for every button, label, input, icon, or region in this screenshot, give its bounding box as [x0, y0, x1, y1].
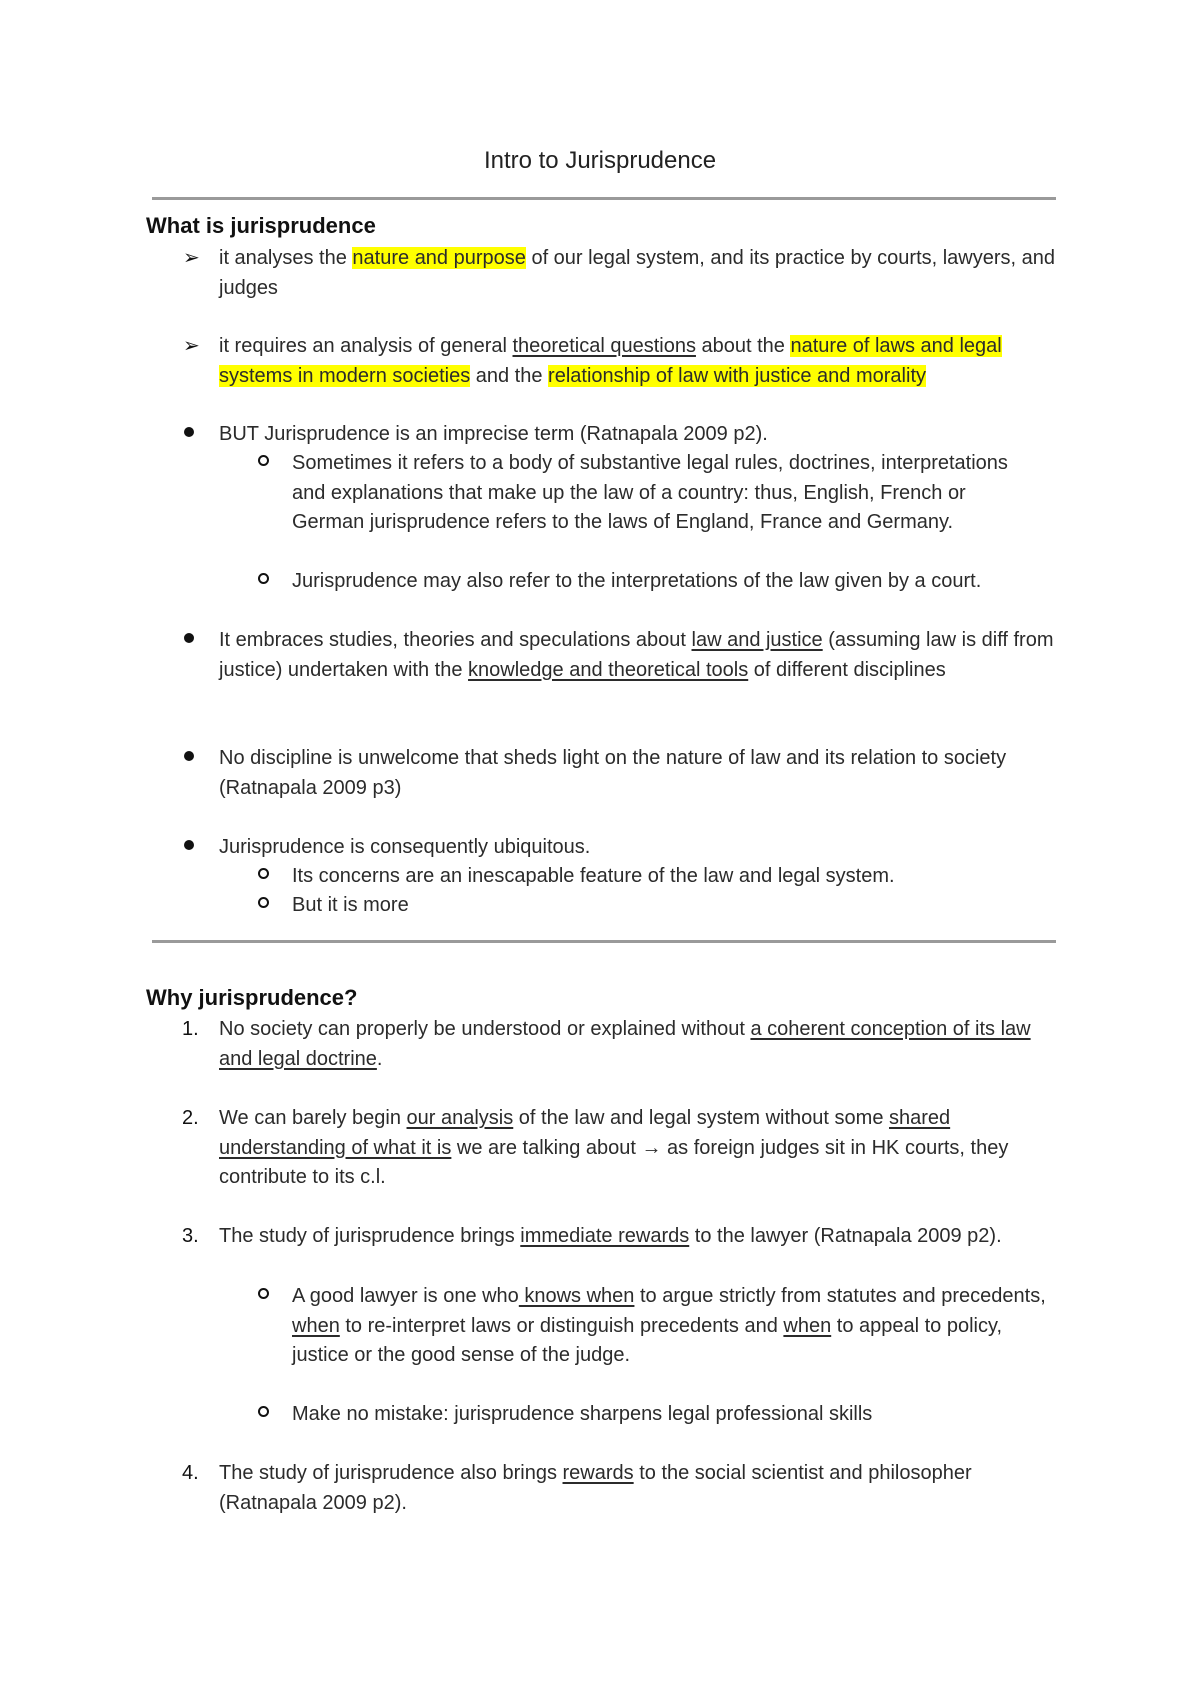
bullet-ring-icon	[258, 1400, 269, 1430]
list-item: BUT Jurisprudence is an imprecise term (Ratnapala 2009 p2).	[219, 423, 768, 445]
bullet-dot-icon	[184, 744, 194, 774]
highlight: nature of laws and legal systems in modern societies	[219, 335, 1002, 387]
bullet-dot-icon	[184, 420, 194, 450]
numbered-item: We can barely begin our analysis of the law and legal system without some shared understanding of what it is we are talking about → as foreign judges sit in HK courts, they contribute to its c.l.	[219, 1107, 1009, 1188]
sub-list-item: But it is more	[292, 894, 409, 916]
list-item: Jurisprudence is consequently ubiquitous.	[219, 836, 591, 858]
bullet-ring-icon	[258, 567, 269, 597]
sub-list-item: Sometimes it refers to a body of substantive legal rules, doctrines, interpretations and explanations that make up the law of a country: thus, English, French or German jurisprudence refers to the laws of England, France and Germany.	[292, 452, 1008, 533]
bullet-ring-icon	[258, 1282, 269, 1312]
list-number: 2.	[182, 1107, 199, 1129]
numbered-item: The study of jurisprudence brings immediate rewards to the lawyer (Ratnapala 2009 p2).	[219, 1225, 1002, 1247]
highlight: nature and purpose	[352, 247, 526, 269]
list-number: 1.	[182, 1018, 199, 1040]
highlight: relationship of law with justice and morality	[548, 364, 926, 387]
bullet-ring-icon	[258, 449, 269, 479]
bullet-dot-icon	[184, 833, 194, 863]
list-item: No discipline is unwelcome that sheds light on the nature of law and its relation to society (Ratnapala 2009 p3)	[219, 747, 1007, 799]
numbered-item: The study of jurisprudence also brings rewards to the social scientist and philosopher (Ratnapala 2009 p2).	[219, 1462, 972, 1514]
list-number: 4.	[182, 1462, 199, 1484]
sub-list-item: Its concerns are an inescapable feature of the law and legal system.	[292, 865, 895, 887]
horizontal-rule	[152, 197, 1056, 200]
sub-list-item: A good lawyer is one who knows when to argue strictly from statutes and precedents, when to re-interpret laws or distinguish precedents and when to appeal to policy, justice or the good sense of the judge.	[292, 1285, 1046, 1366]
arrow-bullet-icon: ➢	[183, 335, 200, 357]
list-item: It embraces studies, theories and speculations about law and justice (assuming law is diff from justice) undertaken with the knowledge and theoretical tools of different disciplines	[219, 629, 1054, 681]
list-number: 3.	[182, 1225, 199, 1247]
bullet-ring-icon	[258, 891, 269, 921]
bullet-dot-icon	[184, 626, 194, 656]
list-item: it requires an analysis of general theoretical questions about the nature of laws and legal systems in modern societies and the relationship of law with justice and morality	[219, 335, 1002, 387]
sub-list-item: Make no mistake: jurisprudence sharpens legal professional skills	[292, 1403, 873, 1425]
document-title: Intro to Jurisprudence	[483, 147, 717, 174]
section-heading-why: Why jurisprudence?	[146, 985, 358, 1010]
arrow-bullet-icon: ➢	[183, 247, 200, 269]
bullet-ring-icon	[258, 862, 269, 892]
numbered-item: No society can properly be understood or explained without a coherent conception of its law and legal doctrine.	[219, 1018, 1031, 1070]
sub-list-item: Jurisprudence may also refer to the interpretations of the law given by a court.	[292, 570, 982, 592]
list-item: it analyses the nature and purpose of our legal system, and its practice by courts, lawyers, and judges	[219, 247, 1056, 299]
horizontal-rule	[152, 940, 1056, 943]
section-heading-what-is: What is jurisprudence	[146, 213, 376, 238]
